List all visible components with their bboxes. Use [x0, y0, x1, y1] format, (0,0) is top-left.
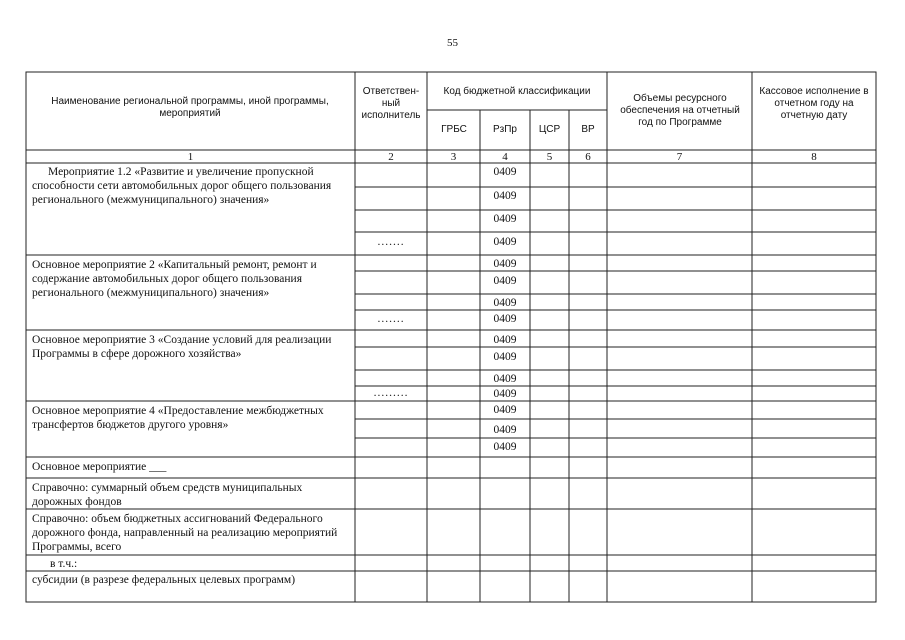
rzpr-code: 0409 — [493, 351, 517, 363]
rzpr-code: 0409 — [493, 297, 517, 309]
row-main-event-blank: Основное мероприятие ___ — [32, 461, 167, 473]
header-resource-volume: Объемы ресурсного обеспечения на отчетный год по Программе — [620, 93, 740, 128]
row-including: в т.ч.: — [50, 558, 78, 570]
rzpr-code: 0409 — [493, 334, 517, 346]
column-number: 6 — [585, 151, 591, 163]
header-cash-execution: Кассовое исполнение в отчетном году на отчетную дату — [759, 86, 869, 121]
ellipsis-placeholder: ......... — [373, 387, 409, 399]
rzpr-code: 0409 — [493, 213, 517, 225]
row-subsidies: субсидии (в разрезе федеральных целевых программ) — [32, 574, 296, 586]
header-responsible: Ответствен-ный исполнитель — [361, 86, 421, 121]
header-program-name: Наименование региональной программы, иной программы, мероприятий — [51, 96, 329, 119]
rzpr-code: 0409 — [493, 404, 517, 416]
column-number: 2 — [388, 151, 394, 163]
header-budget-code: Код бюджетной классификации — [443, 86, 591, 97]
rzpr-code: 0409 — [493, 190, 517, 202]
rzpr-code: 0409 — [493, 424, 517, 436]
column-number: 1 — [187, 151, 194, 163]
column-number: 4 — [502, 151, 508, 163]
rzpr-code: 0409 — [493, 441, 517, 453]
page-number: 55 — [447, 37, 458, 49]
ellipsis-placeholder: ....... — [377, 236, 405, 248]
row-event-1-2: Мероприятие 1.2 «Развитие и увеличение пропускной способности сети автомобильных дорог общего пользования регионального (межмуниципального) значения» — [32, 166, 332, 206]
ellipsis-placeholder: ....... — [377, 313, 405, 325]
rzpr-code: 0409 — [493, 388, 517, 400]
header-vr: ВР — [581, 124, 595, 135]
row-reference-federal: Справочно: объем бюджетных ассигнований Федерального дорожного фонда, направленный на реализацию мероприятий Программы, всего — [32, 513, 338, 553]
header-grbs: ГРБС — [441, 124, 467, 135]
column-number: 3 — [450, 151, 457, 163]
row-main-event-2: Основное мероприятие 2 «Капитальный ремонт, ремонт и содержание автомобильных дорог общего пользования регионального (межмуниципального) значения» — [32, 259, 317, 299]
row-main-event-4: Основное мероприятие 4 «Предоставление межбюджетных трансфертов бюджетов другого уровня» — [32, 405, 324, 431]
rzpr-code: 0409 — [493, 313, 517, 325]
header-csr: ЦСР — [538, 124, 561, 135]
row-reference-municipal: Справочно: суммарный объем средств муниципальных дорожных фондов — [32, 482, 303, 508]
rzpr-code: 0409 — [493, 373, 517, 385]
row-main-event-3: Основное мероприятие 3 «Создание условий для реализации Программы в сфере дорожного хозяйства» — [32, 334, 332, 360]
column-number: 5 — [546, 151, 553, 163]
rzpr-code: 0409 — [493, 275, 517, 287]
rzpr-code: 0409 — [493, 258, 517, 270]
header-rzpr: РзПр — [492, 124, 517, 135]
rzpr-code: 0409 — [493, 166, 517, 178]
column-number: 7 — [676, 151, 683, 163]
rzpr-code: 0409 — [493, 236, 517, 248]
column-number: 8 — [811, 151, 817, 163]
